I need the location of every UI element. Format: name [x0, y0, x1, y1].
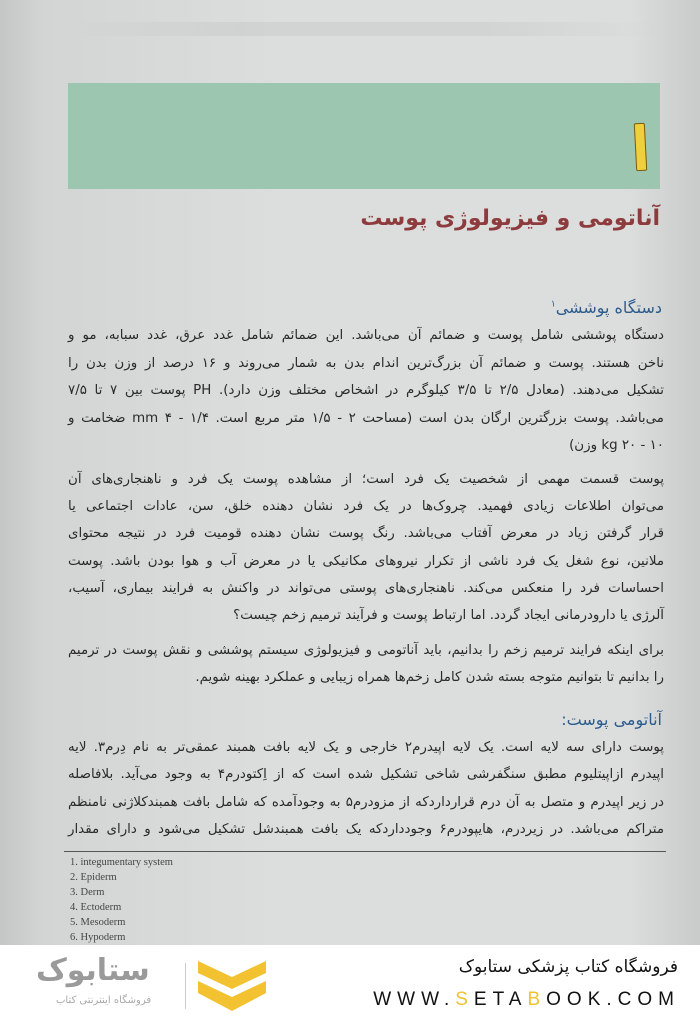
footnote: 2. Epiderm — [70, 872, 117, 883]
chapter-number — [634, 123, 647, 172]
text-line: قرار گرفتن زیاد در معرض آفتاب می‌باشد. رنگ پوست نشان دهنده قومیت فرد در نتیجه محتوای — [68, 526, 664, 541]
chevron-logo-icon — [196, 959, 268, 1013]
text-line: متراکم می‌باشد. در زیردرم، هایپودرم۶ وجودداردکه یک بافت همبندشل تشکیل می‌شود و دارای مقدار — [68, 822, 664, 837]
footnote: 3. Derm — [70, 887, 105, 898]
text-line: ۱۰ - ۲۰ kg وزن) — [569, 438, 664, 453]
shop-name: فروشگاه کتاب پزشکی ستابوک — [458, 957, 678, 977]
logo-wordmark: ستابوک — [36, 953, 150, 988]
section-heading-anatomy: آناتومی پوست: — [561, 710, 662, 729]
text-line: آلرژی یا دارودرمانی ایجاد گردد. اما ارتباط پوست و فرآیند ترمیم زخم چیست؟ — [233, 608, 664, 623]
heading-text: دستگاه پوششی — [555, 298, 662, 317]
text-line: دستگاه پوششی شامل پوست و ضمائم آن می‌باشد. این ضمائم شامل غدد عرق، غدد سبابه، مو و — [68, 328, 664, 343]
logo-subtitle: فروشگاه اینترنتی کتاب — [56, 995, 152, 1006]
footnote-rule — [64, 851, 666, 852]
text-line: تشکیل می‌دهند. (معادل ۲/۵ تا ۳/۵ کیلوگرم در اشخاص مختلف وزن دارد). PH پوست بین ۷ تا ۷/۵ — [68, 383, 664, 398]
text-line: احساسات فرد را منعکس می‌کند. ناهنجاری‌های پوستی می‌تواند در واکنش به فرایند بیماری، آسیب، — [68, 581, 664, 596]
footnote: 5. Mesoderm — [70, 917, 126, 928]
text-line: پوست دارای سه لایه است. یک لایه اپیدرم۲ خارجی و یک لایه بافت همبند عمقی‌تر به نام دِرم۳. لایه — [68, 740, 664, 755]
text-line: اپیدرم ازاپیتلیوم مطبق سنگفرشی شاخی تشکیل شده است که از اِکتودرم۴ به وجود می‌آید. بلافاصله — [68, 767, 664, 782]
shop-url[interactable] — [373, 989, 680, 1011]
footnote-ref: ۱ — [550, 299, 556, 310]
text-line: برای اینکه فرایند ترمیم زخم را بدانیم، باید آناتومی و فیزیولوژی سیستم پوششی و نقش پوست در ترمیم — [68, 643, 664, 658]
chapter-band — [68, 83, 660, 189]
logo-divider — [185, 963, 186, 1009]
text-line: می‌باشد. پوست بزرگترین ارگان بدن است (مساحت ۲ - ۱/۵ متر مربع است. ۱/۴ - ۴ mm ضخامت و — [68, 411, 664, 426]
text-line: را بدانیم تا بتوانیم متوجه بسته شدن کامل زخم‌ها همراه زیبایی و عملکرد بهینه شویم. — [195, 670, 664, 685]
footnote: 4. Ectoderm — [70, 902, 122, 913]
url-part: OOK.COM — [546, 989, 680, 1010]
url-part: ETA — [473, 989, 528, 1010]
text-line: می‌توان اطلاعات زیادی فهمید. چروک‌ها در یک فرد نشان دهنده خلق، سن، عادات اجتماعی یا — [68, 499, 664, 514]
running-header — [60, 22, 660, 36]
url-part-accent: S — [455, 989, 474, 1010]
footnote: 6. Hypoderm — [70, 932, 126, 943]
url-part-accent: B — [527, 989, 547, 1010]
text-line: ناخن هستند. پوست و ضمائم آن بزرگ‌ترین اندام بدن به شمار می‌روند و ۱۶ درصد از وزن بدن را — [68, 356, 664, 371]
chapter-title: آناتومی و فیزیولوژی پوست — [360, 206, 660, 231]
url-part: WWW. — [373, 989, 456, 1010]
watermark-banner — [0, 945, 700, 1023]
text-line: پوست قسمت مهمی از شخصیت یک فرد است؛ از مشاهده پوست یک فرد و ناهنجاری‌های آن — [68, 472, 664, 487]
text-line: در زیر اپیدرم و متصل به آن درم قراردارد‌که از مزودرم۵ به وجودآمده که شامل بافت همبندکلاژنی نامنظم — [68, 795, 664, 810]
section-heading-integumentary — [551, 298, 662, 317]
footnote: 1. integumentary system — [70, 857, 173, 868]
text-line: ملانین، نوع شغل یک فرد ناشی از تکرار نیروهای مکانیکی یا در معرض آب و هوا بودن باشد. پوست — [68, 554, 664, 569]
